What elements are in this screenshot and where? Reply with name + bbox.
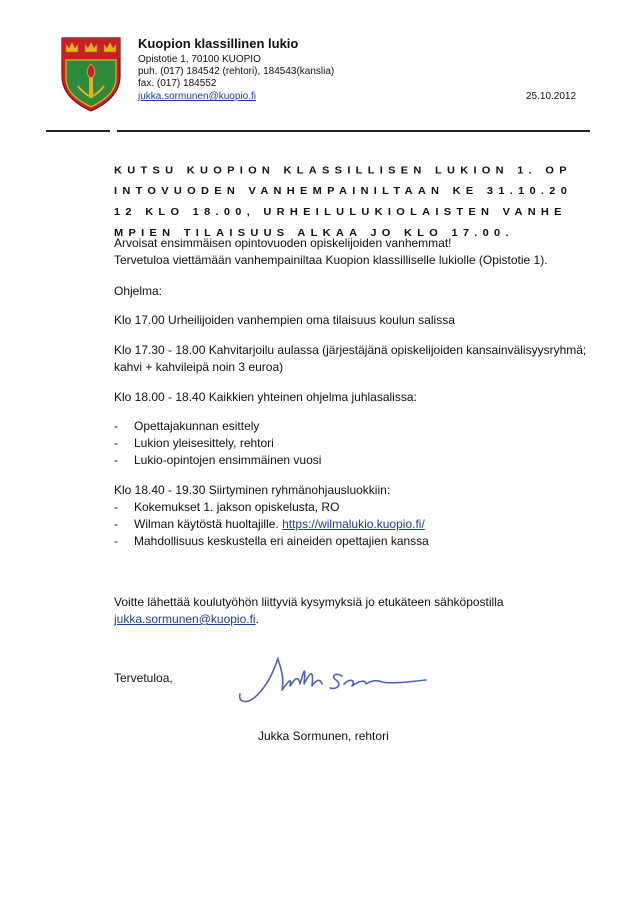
list-item-text: Wilman käytöstä huoltajille. bbox=[134, 517, 283, 531]
list-item bbox=[114, 499, 594, 516]
list-item bbox=[114, 533, 594, 550]
school-crest-logo bbox=[60, 36, 122, 112]
list-item bbox=[114, 452, 594, 469]
bullet-dash: - bbox=[114, 419, 118, 433]
greeting-line-1: Arvoisat ensimmäisen opintovuoden opiskelijoiden vanhemmat! bbox=[114, 236, 452, 250]
school-fax: fax. (017) 184552 bbox=[138, 78, 217, 89]
list-item-text: Opettajakunnan esittely bbox=[134, 419, 260, 433]
list-item bbox=[114, 418, 594, 435]
bullet-dash: - bbox=[114, 453, 118, 467]
program-item-1800: Klo 18.00 - 18.40 Kaikkien yhteinen ohjelma juhlasalissa: bbox=[114, 390, 417, 404]
header-divider bbox=[117, 130, 590, 132]
questions-email-line bbox=[114, 611, 594, 628]
questions-line: Voitte lähettää koulutyöhön liittyviä kysymyksiä jo etukäteen sähköpostilla bbox=[114, 595, 504, 609]
list-item bbox=[114, 516, 594, 533]
invitation-heading: KUTSU KUOPION KLASSILLISEN LUKION 1. OPINTOVUODEN VANHEMPAINILTAAN KE 31.10.2012 KLO 18.00, URHEILULUKIOLAISTEN VANHEMPIEN TILAISUUS ALKAA JO KLO 17.00. bbox=[114, 164, 573, 239]
questions-end: . bbox=[255, 612, 259, 626]
signatory-name: Jukka Sormunen, rehtori bbox=[258, 729, 389, 743]
program-item-1730-line-2: kahvi + kahvileipä noin 3 euroa) bbox=[114, 360, 284, 374]
list-item-text: Kokemukset 1. jakson opiskelusta, RO bbox=[134, 500, 340, 514]
school-address: Opistotie 1, 70100 KUOPIO bbox=[138, 54, 261, 65]
program-item-1700: Klo 17.00 Urheilijoiden vanhempien oma tilaisuus koulun salissa bbox=[114, 313, 455, 327]
list-item-text: Lukion yleisesittely, rehtori bbox=[134, 436, 274, 450]
list-item-text: Mahdollisuus keskustella eri aineiden opettajien kanssa bbox=[134, 534, 429, 548]
questions-email-link[interactable]: jukka.sormunen@kuopio.fi bbox=[114, 612, 256, 626]
program-item-1730-line-1: Klo 17.30 - 18.00 Kahvitarjoilu aulassa (järjestäjänä opiskelijoiden kansainvälisyysryhmä; bbox=[114, 343, 587, 357]
program-item-1840: Klo 18.40 - 19.30 Siirtyminen ryhmänohjausluokkiin: bbox=[114, 483, 391, 497]
wilma-link[interactable]: https://wilmalukio.kuopio.fi/ bbox=[282, 517, 425, 531]
list-item bbox=[114, 435, 594, 452]
closing: Tervetuloa, bbox=[114, 671, 173, 685]
bullet-dash: - bbox=[114, 517, 118, 531]
handwritten-signature bbox=[232, 650, 432, 710]
greeting-line-2: Tervetuloa viettämään vanhempainiltaa Kuopion klassilliselle lukiolle (Opistotie 1). bbox=[114, 253, 548, 267]
bullet-dash: - bbox=[114, 500, 118, 514]
program-label: Ohjelma: bbox=[114, 284, 163, 298]
bullet-dash: - bbox=[114, 534, 118, 548]
bullet-dash: - bbox=[114, 436, 118, 450]
letterhead-email-link[interactable]: jukka.sormunen@kuopio.fi bbox=[138, 91, 256, 102]
letter-date: 25.10.2012 bbox=[526, 91, 577, 102]
list-item-text: Lukio-opintojen ensimmäinen vuosi bbox=[134, 453, 322, 467]
school-phone: puh. (017) 184542 (rehtori), 184543(kanslia) bbox=[138, 66, 335, 77]
school-name: Kuopion klassillinen lukio bbox=[138, 36, 299, 51]
header-divider-left bbox=[46, 130, 110, 132]
